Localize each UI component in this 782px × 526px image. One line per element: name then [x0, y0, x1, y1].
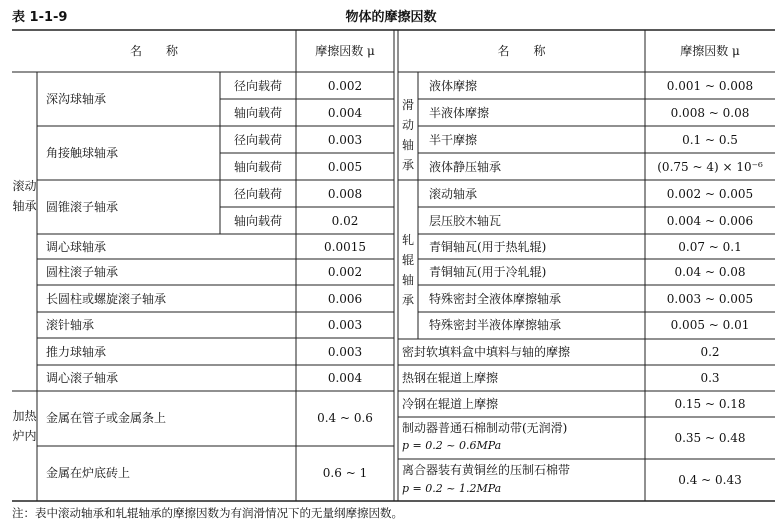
row-brake-band: 制动器普通石棉制动带(无润滑) [402, 421, 568, 435]
value-thrust-ball: 0.003 [327, 345, 363, 359]
value-sealed-full-liquid: 0.003 ~ 0.005 [666, 292, 754, 306]
row-sealed-semi-liquid: 特殊密封半液体摩擦轴承 [429, 318, 562, 332]
value-metal-on-brick: 0.6 ~ 1 [322, 466, 368, 480]
row-semi-dry: 半干摩擦 [429, 133, 478, 147]
footnote: 注：表中滚动轴承和轧辊轴承的摩擦因数为有润滑情况下的无量纲摩擦因数。 [12, 506, 403, 520]
row-tapered-roller: 圆锥滚子轴承 [46, 200, 119, 214]
row-angular-contact: 角接触球轴承 [46, 146, 119, 160]
value-self-align-roller: 0.004 [327, 371, 363, 385]
row-long-cylindrical: 长圆柱或螺旋滚子轴承 [46, 292, 167, 306]
table-label: 表 1-1-9 [12, 10, 68, 25]
value-metal-on-pipe: 0.4 ~ 0.6 [317, 411, 373, 425]
group-furnace: 加热炉内 [12, 409, 37, 443]
row-liquid-friction: 液体摩擦 [429, 79, 478, 93]
value-bronze-hot-roll: 0.07 ~ 0.1 [678, 240, 742, 254]
value-needle: 0.003 [327, 318, 363, 332]
row-deep-groove: 深沟球轴承 [46, 92, 107, 106]
row-semi-liquid: 半液体摩擦 [429, 106, 490, 120]
value-liquid-friction: 0.001 ~ 0.008 [666, 79, 754, 93]
cell-radial-load: 径向载荷 [233, 187, 282, 201]
row-clutch-band-pressure: p = 0.2 ~ 1.2MPa [402, 482, 502, 495]
row-hydrostatic: 液体静压轴承 [429, 160, 502, 174]
group-rolling-bearing: 滚动轴承 [12, 179, 37, 213]
cell-radial-load: 径向载荷 [233, 79, 282, 93]
value-tapered-axial: 0.02 [331, 214, 359, 228]
row-thrust-ball: 推力球轴承 [46, 345, 107, 359]
header-right-coef: 摩擦因数 μ [680, 44, 740, 58]
value-seal-packing: 0.2 [700, 345, 720, 359]
row-laminated-bakelite: 层压胶木轴瓦 [429, 214, 502, 228]
value-hydrostatic: (0.75 ~ 4) × 10⁻⁶ [657, 160, 763, 174]
value-tapered-radial: 0.008 [327, 187, 363, 201]
header-right-name: 名 称 [497, 44, 546, 58]
row-hot-steel-roller: 热钢在辊道上摩擦 [402, 371, 499, 385]
value-bronze-cold-roll: 0.04 ~ 0.08 [674, 265, 746, 279]
value-deep-axial: 0.004 [327, 106, 363, 120]
value-angular-axial: 0.005 [327, 160, 363, 174]
value-angular-radial: 0.003 [327, 133, 363, 147]
row-cold-steel-roller: 冷钢在辊道上摩擦 [402, 397, 499, 411]
cell-axial-load: 轴向载荷 [233, 106, 282, 120]
value-semi-dry: 0.1 ~ 0.5 [682, 133, 738, 147]
value-hot-steel-roller: 0.3 [700, 371, 720, 385]
row-bronze-hot-roll: 青铜轴瓦(用于热轧辊) [429, 240, 547, 254]
row-needle: 滚针轴承 [46, 318, 95, 332]
row-brake-band-pressure: p = 0.2 ~ 0.6MPa [402, 439, 502, 452]
value-cylindrical-roller: 0.002 [327, 265, 363, 279]
row-seal-packing: 密封软填料盒中填料与轴的摩擦 [402, 345, 571, 359]
group-sliding-bearing: 滑动轴承 [401, 98, 414, 172]
row-self-align-ball: 调心球轴承 [46, 240, 107, 254]
value-deep-radial: 0.002 [327, 79, 363, 93]
value-laminated-bakelite: 0.004 ~ 0.006 [666, 214, 754, 228]
group-mill-roll-bearing: 轧辊轴承 [401, 233, 414, 307]
row-clutch-band: 离合器装有黄铜丝的压制石棉带 [402, 463, 571, 477]
row-cylindrical-roller: 圆柱滚子轴承 [46, 265, 119, 279]
value-self-align-ball: 0.0015 [324, 240, 366, 254]
value-rolling-bearing: 0.002 ~ 0.005 [666, 187, 754, 201]
value-brake-band: 0.35 ~ 0.48 [674, 431, 746, 445]
value-clutch-band: 0.4 ~ 0.43 [678, 473, 742, 487]
header-left-name: 名 称 [129, 44, 178, 58]
row-self-align-roller: 调心滚子轴承 [46, 371, 119, 385]
row-metal-on-pipe: 金属在管子或金属条上 [46, 411, 167, 425]
row-bronze-cold-roll: 青铜轴瓦(用于冷轧辊) [429, 265, 547, 279]
row-metal-on-brick: 金属在炉底砖上 [46, 466, 131, 480]
cell-radial-load: 径向载荷 [233, 133, 282, 147]
header-left-coef: 摩擦因数 μ [315, 44, 375, 58]
value-long-cylindrical: 0.006 [327, 292, 363, 306]
row-sealed-full-liquid: 特殊密封全液体摩擦轴承 [429, 292, 562, 306]
value-cold-steel-roller: 0.15 ~ 0.18 [674, 397, 746, 411]
value-semi-liquid: 0.008 ~ 0.08 [670, 106, 750, 120]
page-title: 物体的摩擦因数 [345, 10, 437, 25]
row-rolling-bearing: 滚动轴承 [429, 187, 478, 201]
value-sealed-semi-liquid: 0.005 ~ 0.01 [670, 318, 750, 332]
cell-axial-load: 轴向载荷 [233, 160, 282, 174]
cell-axial-load: 轴向载荷 [233, 214, 282, 228]
